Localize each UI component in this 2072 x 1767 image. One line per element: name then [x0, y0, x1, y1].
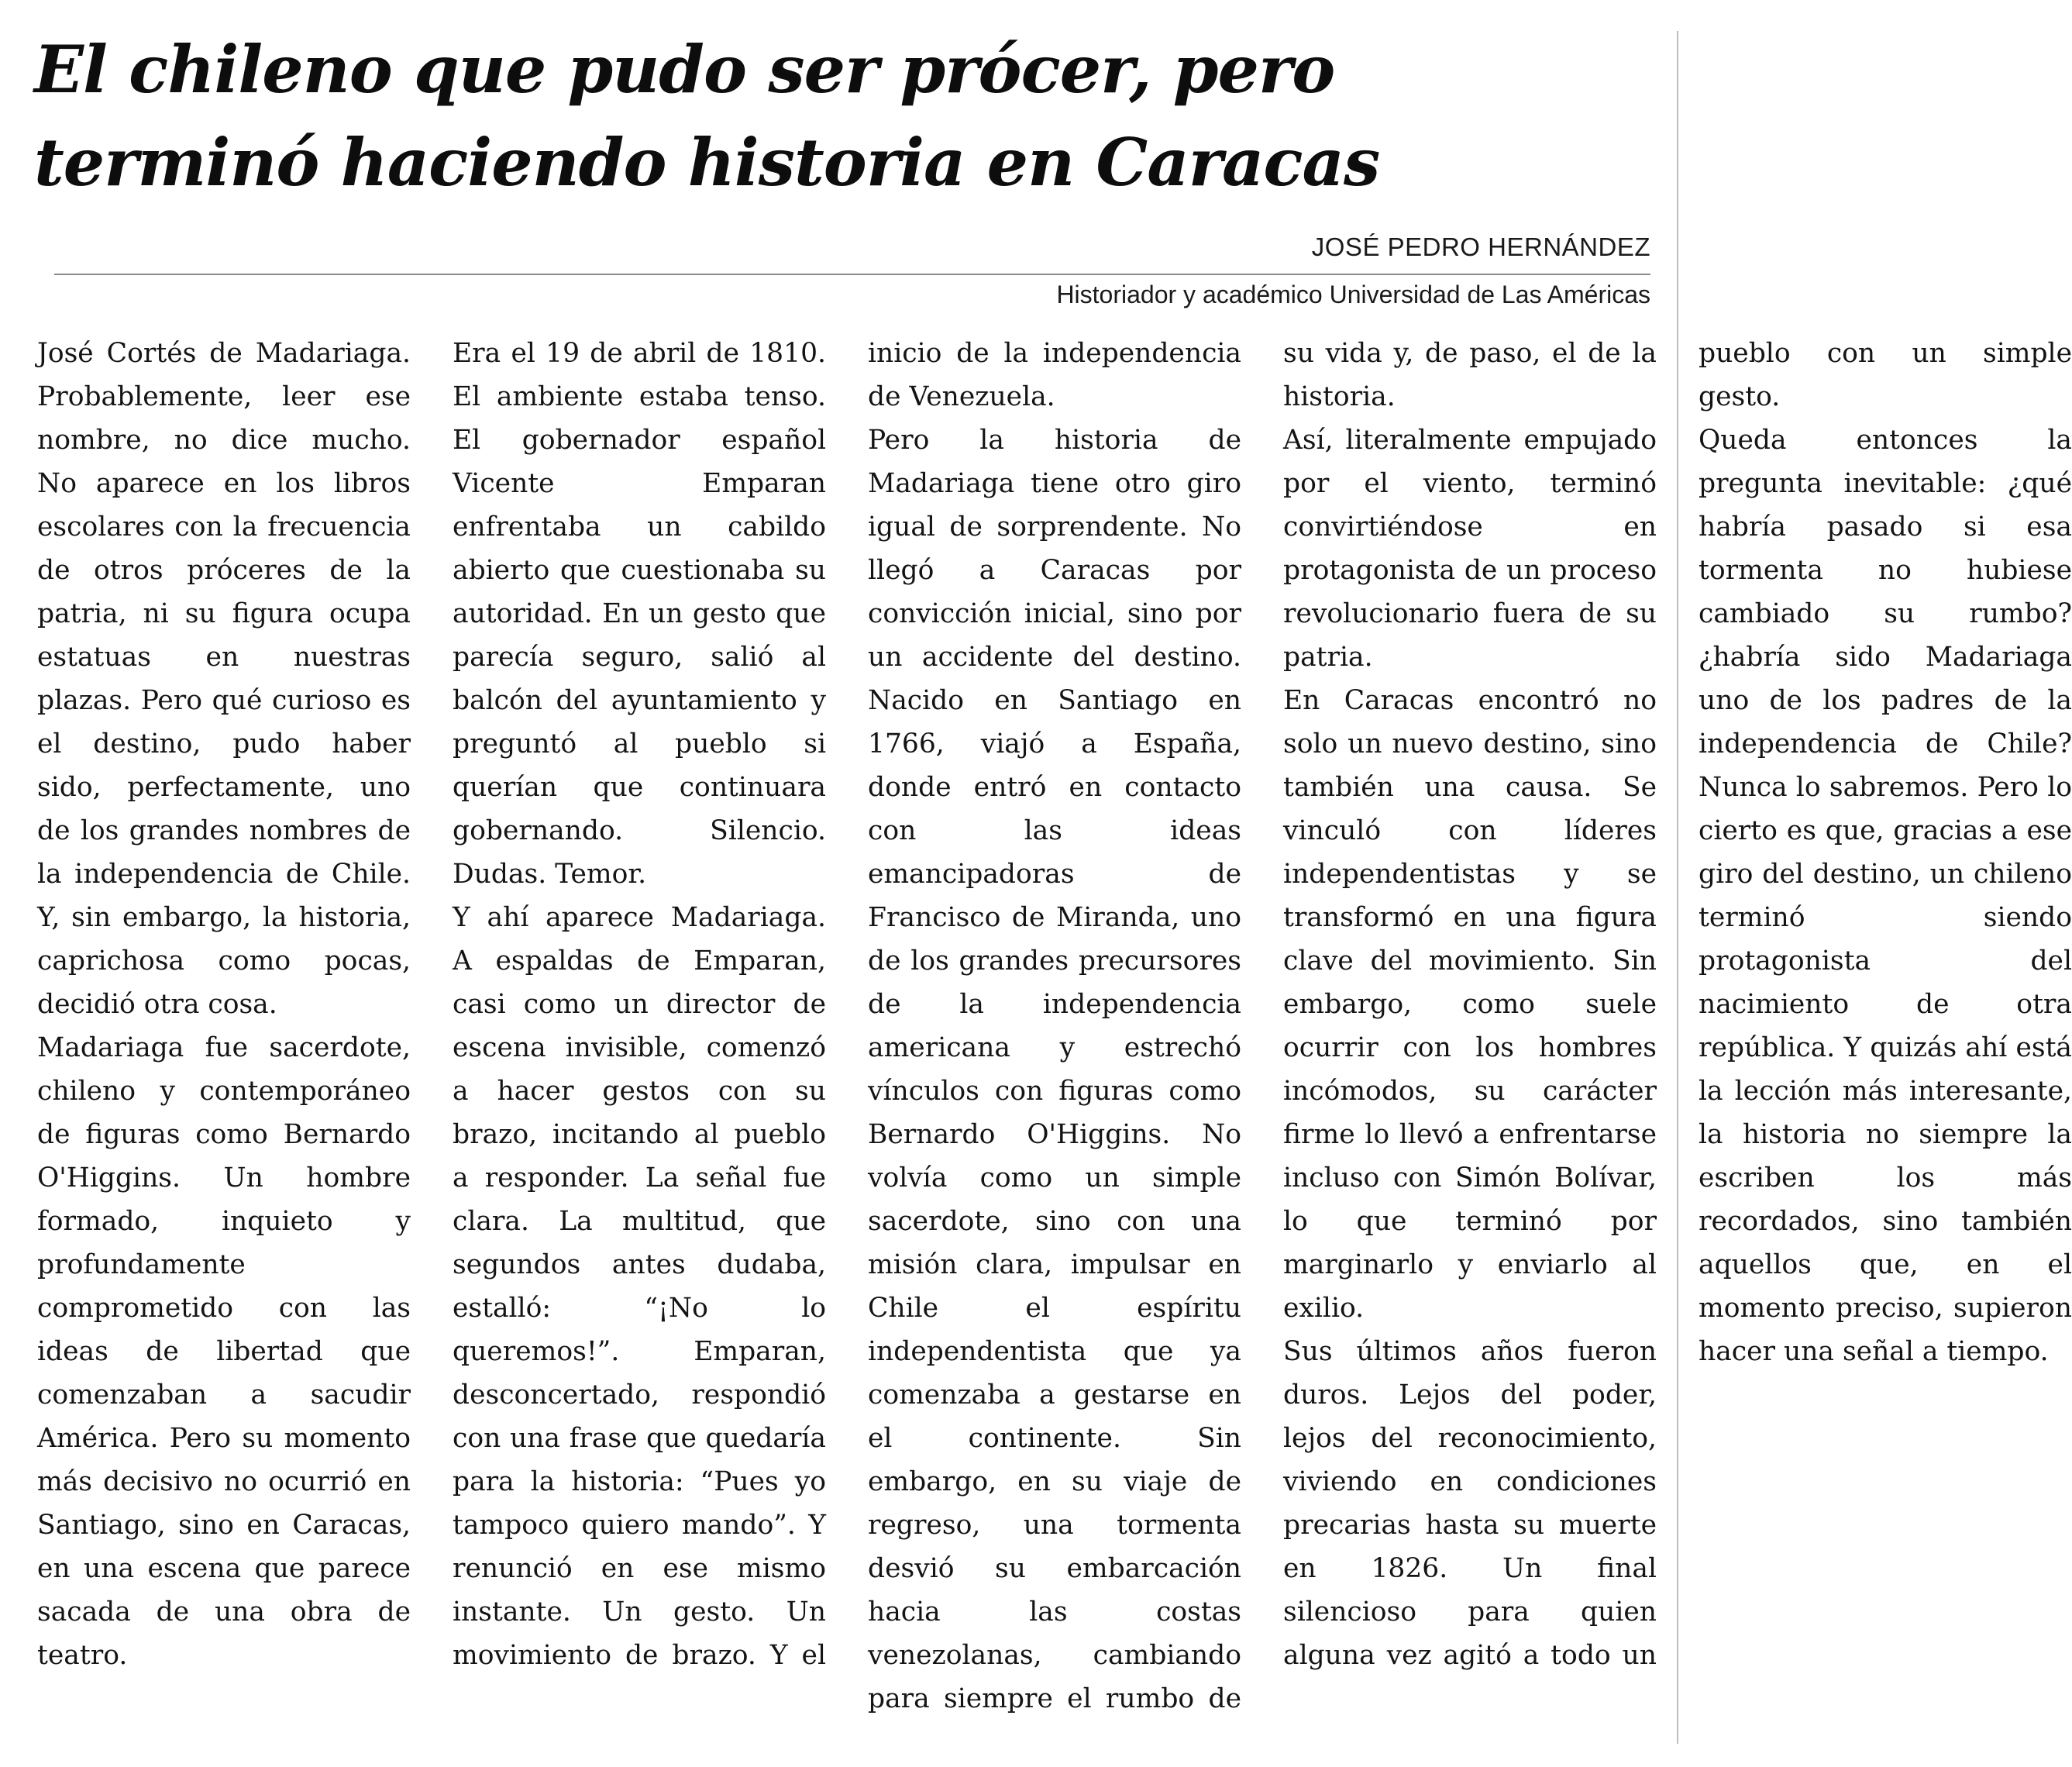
paragraph: Y ahí aparece Madariaga. A espaldas de Emparan, casi como un director de escena invisible, comenzó a hacer gestos con su brazo, incitando al pueblo a responder. La señal fue clara. La multitud, que segundos antes dudaba, estalló: “¡No lo queremos!”. Emparan, desconcertado, respondió con una frase que quedaría para la historia: “Pues yo tampoco quiero mando”. Y renunció en ese mismo instante. Un gesto. Un movimiento de brazo. Y el inicio de la independencia de Venezuela.	[453, 338, 1241, 1671]
byline-divider	[54, 274, 1650, 275]
paragraph: José Cortés de Madariaga. Probablemente, leer ese nombre, no dice mucho. No aparece en los libros escolares con la frecuencia de otros próceres de la patria, ni su figura ocupa estatuas en nuestras plazas. Pero qué curioso es el destino, pudo haber sido, perfectamente, uno de los grandes nombres de la independencia de Chile. Y, sin embargo, la historia, caprichosa como pocas, decidió otra cosa.	[37, 338, 411, 1020]
article-body	[37, 332, 2072, 1742]
paragraph: Sus últimos años fueron duros. Lejos del poder, lejos del reconocimiento, viviendo en condiciones precarias hasta su muerte en 1826. Un final silencioso para quien alguna vez agitó a todo un pueblo con un simple gesto.	[1283, 338, 2072, 1671]
author-affiliation: Historiador y académico Universidad de Las Américas	[1056, 281, 1650, 308]
article-headline: El chileno que pudo ser prócer, pero terminó haciendo historia en Caracas	[34, 31, 1380, 201]
paragraph: Era el 19 de abril de 1810. El ambiente estaba tenso. El gobernador español Vicente Emparan enfrentaba un cabildo abierto que cuestionaba su autoridad. En un gesto que parecía seguro, salió al balcón del ayuntamiento y preguntó al pueblo si querían que continuara gobernando. Silencio. Dudas. Temor.	[453, 338, 826, 890]
paragraph: Queda entonces la pregunta inevitable: ¿qué habría pasado si esa tormenta no hubiese cambiado su rumbo? ¿habría sido Madariaga uno de los padres de la independencia de Chile? Nunca lo sabremos. Pero lo cierto es que, gracias a ese giro del destino, un chileno terminó siendo protagonista del nacimiento de otra república. Y quizás ahí está la lección más interesante, la historia no siempre la escriben los más recordados, sino también aquellos que, en el momento preciso, supieron hacer una señal a tiempo.	[1699, 425, 2072, 1367]
paragraph: Madariaga fue sacerdote, chileno y contemporáneo de figuras como Bernardo O'Higgins. Un hombre formado, inquieto y profundamente comprometido con las ideas de libertad que comenzaban a sacudir América. Pero su momento más decisivo no ocurrió en Santiago, sino en Caracas, en una escena que parece sacada de una obra de teatro.	[37, 1032, 411, 1671]
author-name: JOSÉ PEDRO HERNÁNDEZ	[1311, 232, 1650, 261]
paragraph: Pero la historia de Madariaga tiene otro giro igual de sorprendente. No llegó a Caracas por convicción inicial, sino por un accidente del destino. Nacido en Santiago en 1766, viajó a España, donde entró en contacto con las ideas emancipadoras de Francisco de Miranda, uno de los grandes precursores de la independencia americana y estrechó vínculos con figuras como Bernardo O'Higgins. No volvía como un simple sacerdote, sino con una misión clara, impulsar en Chile el espíritu independentista que ya comenzaba a gestarse en el continente. Sin embargo, en su viaje de regreso, una tormenta desvió su embarcación hacia las costas venezolanas, cambiando para siempre el rumbo de su vida y, de paso, el de la historia.	[868, 338, 1657, 1714]
paragraph: En Caracas encontró no solo un nuevo destino, sino también una causa. Se vinculó con líderes independentistas y se transformó en una figura clave del movimiento. Sin embargo, como suele ocurrir con los hombres incómodos, su carácter firme lo llevó a enfrentarse incluso con Simón Bolívar, lo que terminó por marginarlo y enviarlo al exilio.	[1283, 685, 1657, 1324]
column-border	[1677, 31, 1678, 1744]
paragraph: Así, literalmente empujado por el viento, terminó convirtiéndose en protagonista de un proceso revolucionario fuera de su patria.	[1283, 425, 1657, 673]
